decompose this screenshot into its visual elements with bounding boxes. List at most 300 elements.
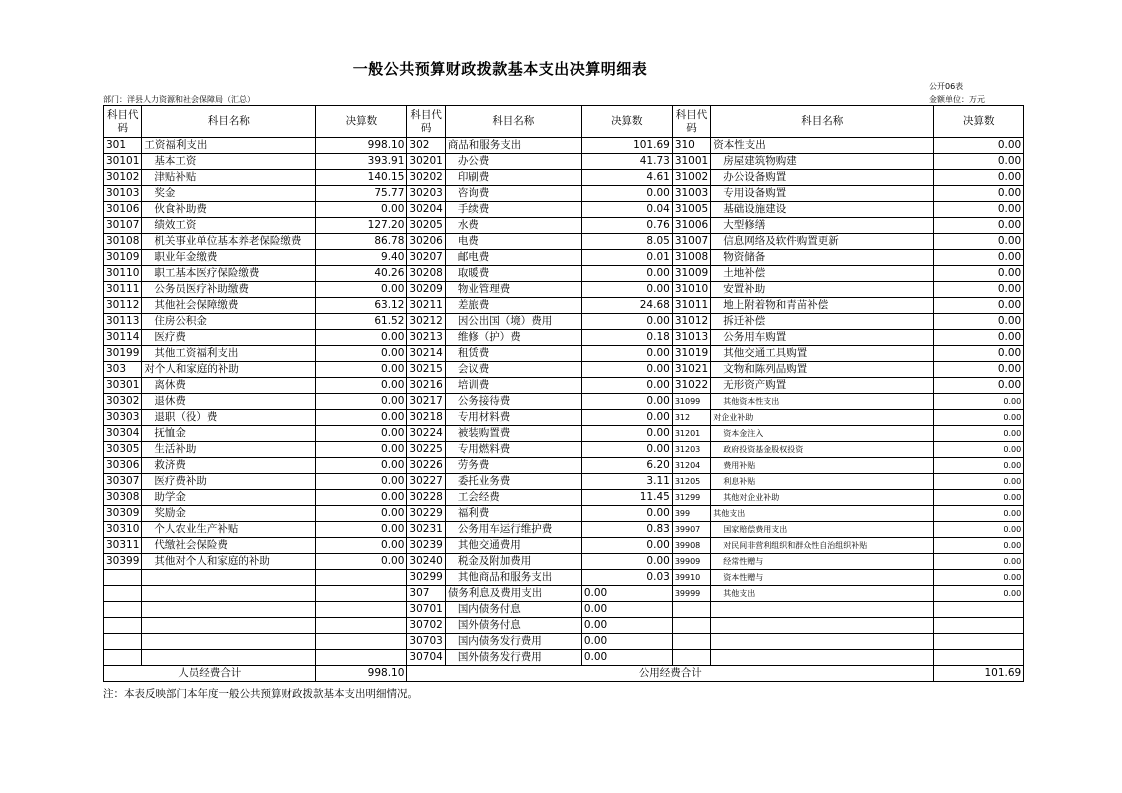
col2-code: 30206 bbox=[407, 234, 445, 250]
col2-code: 30217 bbox=[407, 394, 445, 410]
col3-name: 经常性赠与 bbox=[711, 554, 934, 570]
col1-code: 30110 bbox=[104, 266, 142, 282]
col1-amount: 75.77 bbox=[316, 186, 407, 202]
col2-name: 其他交通费用 bbox=[445, 538, 581, 554]
col1-code: 30106 bbox=[104, 202, 142, 218]
col1-amount: 393.91 bbox=[316, 154, 407, 170]
col2-code: 307 bbox=[407, 586, 445, 602]
col2-amount: 0.00 bbox=[581, 554, 672, 570]
col1-amount: 0.00 bbox=[316, 362, 407, 378]
col3-amount: 0.00 bbox=[934, 554, 1024, 570]
col1-name bbox=[142, 634, 316, 650]
col1-amount bbox=[316, 618, 407, 634]
col2-name: 维修（护）费 bbox=[445, 330, 581, 346]
col3-amount bbox=[934, 602, 1024, 618]
col3-code: 39910 bbox=[672, 570, 710, 586]
col1-name bbox=[142, 586, 316, 602]
col3-code: 31001 bbox=[672, 154, 710, 170]
col2-name: 委托业务费 bbox=[445, 474, 581, 490]
table-row bbox=[104, 570, 1024, 586]
col3-name: 信息网络及软件购置更新 bbox=[711, 234, 934, 250]
col1-name: 伙食补助费 bbox=[142, 202, 316, 218]
col3-amount: 0.00 bbox=[934, 202, 1024, 218]
col2-name: 公务接待费 bbox=[445, 394, 581, 410]
col1-code: 30302 bbox=[104, 394, 142, 410]
col3-amount: 0.00 bbox=[934, 282, 1024, 298]
col2-code: 30208 bbox=[407, 266, 445, 282]
col2-name: 被装购置费 bbox=[445, 426, 581, 442]
col2-code: 30228 bbox=[407, 490, 445, 506]
col1-amount: 0.00 bbox=[316, 202, 407, 218]
table-row bbox=[104, 282, 1024, 298]
col1-amount: 61.52 bbox=[316, 314, 407, 330]
personnel-total-label: 人员经费合计 bbox=[104, 666, 316, 682]
col2-name: 租赁费 bbox=[445, 346, 581, 362]
col1-code: 30108 bbox=[104, 234, 142, 250]
col2-name: 国外债务付息 bbox=[445, 618, 581, 634]
col2-amount: 0.00 bbox=[581, 602, 672, 618]
table-row bbox=[104, 218, 1024, 234]
col1-code: 30310 bbox=[104, 522, 142, 538]
col1-code bbox=[104, 602, 142, 618]
col3-amount: 0.00 bbox=[934, 138, 1024, 154]
table-row bbox=[104, 138, 1024, 154]
col2-name: 劳务费 bbox=[445, 458, 581, 474]
col1-amount: 0.00 bbox=[316, 506, 407, 522]
col1-name: 基本工资 bbox=[142, 154, 316, 170]
public-total-label: 公用经费合计 bbox=[407, 666, 934, 682]
col1-name bbox=[142, 650, 316, 666]
col2-code: 30212 bbox=[407, 314, 445, 330]
col3-amount: 0.00 bbox=[934, 586, 1024, 602]
table-row bbox=[104, 298, 1024, 314]
col1-amount bbox=[316, 570, 407, 586]
col1-code: 30114 bbox=[104, 330, 142, 346]
col3-name: 资本金注入 bbox=[711, 426, 934, 442]
col2-code: 30213 bbox=[407, 330, 445, 346]
col1-amount: 0.00 bbox=[316, 458, 407, 474]
col1-name: 奖金 bbox=[142, 186, 316, 202]
col3-code: 31011 bbox=[672, 298, 710, 314]
table-row bbox=[104, 634, 1024, 650]
col3-amount: 0.00 bbox=[934, 378, 1024, 394]
col3-name: 其他支出 bbox=[711, 506, 934, 522]
col1-name: 职业年金缴费 bbox=[142, 250, 316, 266]
col2-amount: 0.00 bbox=[581, 426, 672, 442]
col1-code: 303 bbox=[104, 362, 142, 378]
col1-amount: 0.00 bbox=[316, 330, 407, 346]
col3-name: 对企业补助 bbox=[711, 410, 934, 426]
col2-code: 30211 bbox=[407, 298, 445, 314]
table-row bbox=[104, 410, 1024, 426]
col3-name: 文物和陈列品购置 bbox=[711, 362, 934, 378]
col3-name: 物资储备 bbox=[711, 250, 934, 266]
col1-name bbox=[142, 570, 316, 586]
col2-code: 30226 bbox=[407, 458, 445, 474]
col2-amount: 0.00 bbox=[581, 346, 672, 362]
col1-code bbox=[104, 570, 142, 586]
col2-code: 30231 bbox=[407, 522, 445, 538]
col2-name: 税金及附加费用 bbox=[445, 554, 581, 570]
col3-amount: 0.00 bbox=[934, 362, 1024, 378]
header-row bbox=[104, 106, 1024, 138]
col2-code: 30204 bbox=[407, 202, 445, 218]
col1-name: 其他对个人和家庭的补助 bbox=[142, 554, 316, 570]
table-row bbox=[104, 586, 1024, 602]
col1-code: 30111 bbox=[104, 282, 142, 298]
col3-amount: 0.00 bbox=[934, 218, 1024, 234]
col2-code: 30239 bbox=[407, 538, 445, 554]
col1-name: 其他社会保障缴费 bbox=[142, 298, 316, 314]
col1-code: 30199 bbox=[104, 346, 142, 362]
table-row bbox=[104, 362, 1024, 378]
table-row bbox=[104, 618, 1024, 634]
col1-amount: 0.00 bbox=[316, 490, 407, 506]
col2-code: 30215 bbox=[407, 362, 445, 378]
col3-code: 31012 bbox=[672, 314, 710, 330]
table-row bbox=[104, 346, 1024, 362]
col3-name: 对民间非营利组织和群众性自治组织补贴 bbox=[711, 538, 934, 554]
col1-code: 30102 bbox=[104, 170, 142, 186]
col1-code: 30303 bbox=[104, 410, 142, 426]
col2-code: 30227 bbox=[407, 474, 445, 490]
col3-code: 31205 bbox=[672, 474, 710, 490]
col2-code: 30229 bbox=[407, 506, 445, 522]
col3-code: 31204 bbox=[672, 458, 710, 474]
col3-amount: 0.00 bbox=[934, 426, 1024, 442]
col3-amount: 0.00 bbox=[934, 234, 1024, 250]
col3-amount: 0.00 bbox=[934, 570, 1024, 586]
col3-name: 资本性赠与 bbox=[711, 570, 934, 586]
col1-name: 职工基本医疗保险缴费 bbox=[142, 266, 316, 282]
col2-amount: 41.73 bbox=[581, 154, 672, 170]
col2-amount: 0.00 bbox=[581, 266, 672, 282]
col3-name: 费用补贴 bbox=[711, 458, 934, 474]
col3-code: 31010 bbox=[672, 282, 710, 298]
col2-amount: 0.04 bbox=[581, 202, 672, 218]
col1-amount: 63.12 bbox=[316, 298, 407, 314]
col3-name: 无形资产购置 bbox=[711, 378, 934, 394]
col2-amount: 6.20 bbox=[581, 458, 672, 474]
col2-amount: 0.00 bbox=[581, 394, 672, 410]
col3-name bbox=[711, 634, 934, 650]
col2-amount: 0.00 bbox=[581, 378, 672, 394]
col2-name: 福利费 bbox=[445, 506, 581, 522]
col2-name: 印刷费 bbox=[445, 170, 581, 186]
col3-name: 地上附着物和青苗补偿 bbox=[711, 298, 934, 314]
col2-code: 30224 bbox=[407, 426, 445, 442]
col2-code: 30299 bbox=[407, 570, 445, 586]
col1-code bbox=[104, 634, 142, 650]
col3-amount: 0.00 bbox=[934, 474, 1024, 490]
form-code: 公开06表 bbox=[929, 82, 964, 91]
table-row bbox=[104, 650, 1024, 666]
public-total-amount: 101.69 bbox=[934, 666, 1024, 682]
col2-code: 30225 bbox=[407, 442, 445, 458]
col1-name: 其他工资福利支出 bbox=[142, 346, 316, 362]
col3-amount: 0.00 bbox=[934, 266, 1024, 282]
col3-amount bbox=[934, 618, 1024, 634]
col1-name: 医疗费 bbox=[142, 330, 316, 346]
col3-code: 312 bbox=[672, 410, 710, 426]
col2-code: 30205 bbox=[407, 218, 445, 234]
personnel-total-amount: 998.10 bbox=[316, 666, 407, 682]
col2-code: 30216 bbox=[407, 378, 445, 394]
col3-name: 其他交通工具购置 bbox=[711, 346, 934, 362]
col1-name: 对个人和家庭的补助 bbox=[142, 362, 316, 378]
col3-amount: 0.00 bbox=[934, 330, 1024, 346]
col2-code: 30703 bbox=[407, 634, 445, 650]
col1-amount: 0.00 bbox=[316, 538, 407, 554]
col2-name: 会议费 bbox=[445, 362, 581, 378]
col3-amount bbox=[934, 650, 1024, 666]
col3-name: 资本性支出 bbox=[711, 138, 934, 154]
col2-code: 30214 bbox=[407, 346, 445, 362]
header-name-1: 科目名称 bbox=[142, 106, 316, 138]
col2-name: 物业管理费 bbox=[445, 282, 581, 298]
col1-amount: 0.00 bbox=[316, 394, 407, 410]
col3-code: 31021 bbox=[672, 362, 710, 378]
table-row bbox=[104, 330, 1024, 346]
col3-code: 39909 bbox=[672, 554, 710, 570]
table-row bbox=[104, 426, 1024, 442]
totals-row bbox=[104, 666, 1024, 682]
col2-code: 30202 bbox=[407, 170, 445, 186]
col2-code: 30207 bbox=[407, 250, 445, 266]
col2-name: 因公出国（境）费用 bbox=[445, 314, 581, 330]
col2-code: 30240 bbox=[407, 554, 445, 570]
col2-amount: 0.01 bbox=[581, 250, 672, 266]
col2-name: 电费 bbox=[445, 234, 581, 250]
col1-code: 30109 bbox=[104, 250, 142, 266]
col1-amount: 0.00 bbox=[316, 426, 407, 442]
col1-code bbox=[104, 650, 142, 666]
col2-amount: 101.69 bbox=[581, 138, 672, 154]
col2-name: 咨询费 bbox=[445, 186, 581, 202]
col3-name: 安置补助 bbox=[711, 282, 934, 298]
col1-code: 30112 bbox=[104, 298, 142, 314]
col2-amount: 8.05 bbox=[581, 234, 672, 250]
col3-amount: 0.00 bbox=[934, 522, 1024, 538]
col1-code: 30305 bbox=[104, 442, 142, 458]
table-row bbox=[104, 202, 1024, 218]
col1-amount bbox=[316, 586, 407, 602]
col3-name: 利息补贴 bbox=[711, 474, 934, 490]
col2-name: 国外债务发行费用 bbox=[445, 650, 581, 666]
col1-code: 30304 bbox=[104, 426, 142, 442]
col2-amount: 0.00 bbox=[581, 506, 672, 522]
col3-code: 31005 bbox=[672, 202, 710, 218]
col3-code: 39999 bbox=[672, 586, 710, 602]
col2-amount: 0.00 bbox=[581, 314, 672, 330]
col2-name: 其他商品和服务支出 bbox=[445, 570, 581, 586]
col1-amount bbox=[316, 650, 407, 666]
col3-name: 专用设备购置 bbox=[711, 186, 934, 202]
col3-code: 39907 bbox=[672, 522, 710, 538]
col1-name: 工资福利支出 bbox=[142, 138, 316, 154]
col1-amount bbox=[316, 602, 407, 618]
col2-amount: 0.76 bbox=[581, 218, 672, 234]
col3-code: 31009 bbox=[672, 266, 710, 282]
col2-amount: 0.00 bbox=[581, 538, 672, 554]
col3-amount: 0.00 bbox=[934, 538, 1024, 554]
department-label: 部门：洋县人力资源和社会保障局（汇总） bbox=[103, 95, 255, 104]
col2-name: 办公费 bbox=[445, 154, 581, 170]
col1-amount: 0.00 bbox=[316, 282, 407, 298]
col2-amount: 0.00 bbox=[581, 586, 672, 602]
table-row bbox=[104, 234, 1024, 250]
col2-amount: 0.00 bbox=[581, 410, 672, 426]
col1-name: 公务员医疗补助缴费 bbox=[142, 282, 316, 298]
col3-code bbox=[672, 618, 710, 634]
col3-code: 31201 bbox=[672, 426, 710, 442]
col2-name: 手续费 bbox=[445, 202, 581, 218]
header-code-2: 科目代码 bbox=[407, 106, 445, 138]
col1-amount: 0.00 bbox=[316, 410, 407, 426]
table-row bbox=[104, 474, 1024, 490]
col2-amount: 0.00 bbox=[581, 650, 672, 666]
col3-code bbox=[672, 634, 710, 650]
col2-code: 30702 bbox=[407, 618, 445, 634]
col3-code: 31007 bbox=[672, 234, 710, 250]
col2-code: 30218 bbox=[407, 410, 445, 426]
col3-name: 办公设备购置 bbox=[711, 170, 934, 186]
col1-name: 机关事业单位基本养老保险缴费 bbox=[142, 234, 316, 250]
col3-code: 31299 bbox=[672, 490, 710, 506]
col3-code: 31006 bbox=[672, 218, 710, 234]
table-row bbox=[104, 442, 1024, 458]
col3-name: 大型修缮 bbox=[711, 218, 934, 234]
col3-name: 基础设施建设 bbox=[711, 202, 934, 218]
table-row bbox=[104, 154, 1024, 170]
col2-name: 工会经费 bbox=[445, 490, 581, 506]
col3-amount bbox=[934, 634, 1024, 650]
table-row bbox=[104, 538, 1024, 554]
col1-code: 301 bbox=[104, 138, 142, 154]
col1-name: 津贴补贴 bbox=[142, 170, 316, 186]
col2-amount: 0.00 bbox=[581, 634, 672, 650]
col1-name: 绩效工资 bbox=[142, 218, 316, 234]
table-row bbox=[104, 250, 1024, 266]
col3-name: 其他资本性支出 bbox=[711, 394, 934, 410]
col2-amount: 24.68 bbox=[581, 298, 672, 314]
col1-code: 30301 bbox=[104, 378, 142, 394]
col2-name: 水费 bbox=[445, 218, 581, 234]
col2-name: 国内债务发行费用 bbox=[445, 634, 581, 650]
header-amount-3: 决算数 bbox=[934, 106, 1024, 138]
col3-amount: 0.00 bbox=[934, 346, 1024, 362]
col3-amount: 0.00 bbox=[934, 410, 1024, 426]
col1-amount: 998.10 bbox=[316, 138, 407, 154]
table-row bbox=[104, 186, 1024, 202]
col1-amount: 0.00 bbox=[316, 554, 407, 570]
col3-name: 房屋建筑物购建 bbox=[711, 154, 934, 170]
col3-name bbox=[711, 618, 934, 634]
col3-name: 国家赔偿费用支出 bbox=[711, 522, 934, 538]
col1-name: 住房公积金 bbox=[142, 314, 316, 330]
col2-code: 30203 bbox=[407, 186, 445, 202]
col2-name: 债务利息及费用支出 bbox=[445, 586, 581, 602]
col3-code: 31008 bbox=[672, 250, 710, 266]
col1-name: 代缴社会保险费 bbox=[142, 538, 316, 554]
col3-amount: 0.00 bbox=[934, 506, 1024, 522]
col3-code: 399 bbox=[672, 506, 710, 522]
table-row bbox=[104, 602, 1024, 618]
col3-name: 公务用车购置 bbox=[711, 330, 934, 346]
col3-name: 政府投资基金股权投资 bbox=[711, 442, 934, 458]
col1-name bbox=[142, 618, 316, 634]
col3-name: 其他对企业补助 bbox=[711, 490, 934, 506]
col1-code: 30307 bbox=[104, 474, 142, 490]
col1-code: 30103 bbox=[104, 186, 142, 202]
col1-amount: 40.26 bbox=[316, 266, 407, 282]
col2-amount: 0.00 bbox=[581, 282, 672, 298]
col1-code bbox=[104, 586, 142, 602]
col2-name: 商品和服务支出 bbox=[445, 138, 581, 154]
table-row bbox=[104, 394, 1024, 410]
header-name-3: 科目名称 bbox=[711, 106, 934, 138]
col3-code bbox=[672, 602, 710, 618]
col1-name: 个人农业生产补贴 bbox=[142, 522, 316, 538]
header-amount-2: 决算数 bbox=[581, 106, 672, 138]
col2-amount: 0.00 bbox=[581, 442, 672, 458]
col1-amount: 9.40 bbox=[316, 250, 407, 266]
col1-name: 抚恤金 bbox=[142, 426, 316, 442]
col2-name: 邮电费 bbox=[445, 250, 581, 266]
col2-amount: 0.00 bbox=[581, 362, 672, 378]
col1-code: 30306 bbox=[104, 458, 142, 474]
col1-name: 奖励金 bbox=[142, 506, 316, 522]
col2-code: 30209 bbox=[407, 282, 445, 298]
table-row bbox=[104, 314, 1024, 330]
col3-amount: 0.00 bbox=[934, 170, 1024, 186]
col3-name: 其他支出 bbox=[711, 586, 934, 602]
col3-code: 31022 bbox=[672, 378, 710, 394]
col3-name bbox=[711, 602, 934, 618]
col1-code: 30101 bbox=[104, 154, 142, 170]
col1-amount: 140.15 bbox=[316, 170, 407, 186]
col1-name bbox=[142, 602, 316, 618]
col2-name: 差旅费 bbox=[445, 298, 581, 314]
header-code-1: 科目代码 bbox=[104, 106, 142, 138]
table-row bbox=[104, 490, 1024, 506]
col2-amount: 0.18 bbox=[581, 330, 672, 346]
col3-code: 310 bbox=[672, 138, 710, 154]
col3-amount: 0.00 bbox=[934, 154, 1024, 170]
header-name-2: 科目名称 bbox=[445, 106, 581, 138]
col2-code: 30201 bbox=[407, 154, 445, 170]
col1-code: 30308 bbox=[104, 490, 142, 506]
col1-amount: 0.00 bbox=[316, 522, 407, 538]
col1-name: 退休费 bbox=[142, 394, 316, 410]
col2-code: 30701 bbox=[407, 602, 445, 618]
col1-code: 30113 bbox=[104, 314, 142, 330]
col3-code: 31203 bbox=[672, 442, 710, 458]
col3-code: 31019 bbox=[672, 346, 710, 362]
col3-amount: 0.00 bbox=[934, 442, 1024, 458]
col2-amount: 3.11 bbox=[581, 474, 672, 490]
col3-amount: 0.00 bbox=[934, 394, 1024, 410]
col3-name: 土地补偿 bbox=[711, 266, 934, 282]
col2-amount: 4.61 bbox=[581, 170, 672, 186]
col1-name: 生活补助 bbox=[142, 442, 316, 458]
col1-code: 30309 bbox=[104, 506, 142, 522]
col1-name: 救济费 bbox=[142, 458, 316, 474]
table-row bbox=[104, 554, 1024, 570]
col2-amount: 0.00 bbox=[581, 618, 672, 634]
col1-name: 医疗费补助 bbox=[142, 474, 316, 490]
table-row bbox=[104, 506, 1024, 522]
